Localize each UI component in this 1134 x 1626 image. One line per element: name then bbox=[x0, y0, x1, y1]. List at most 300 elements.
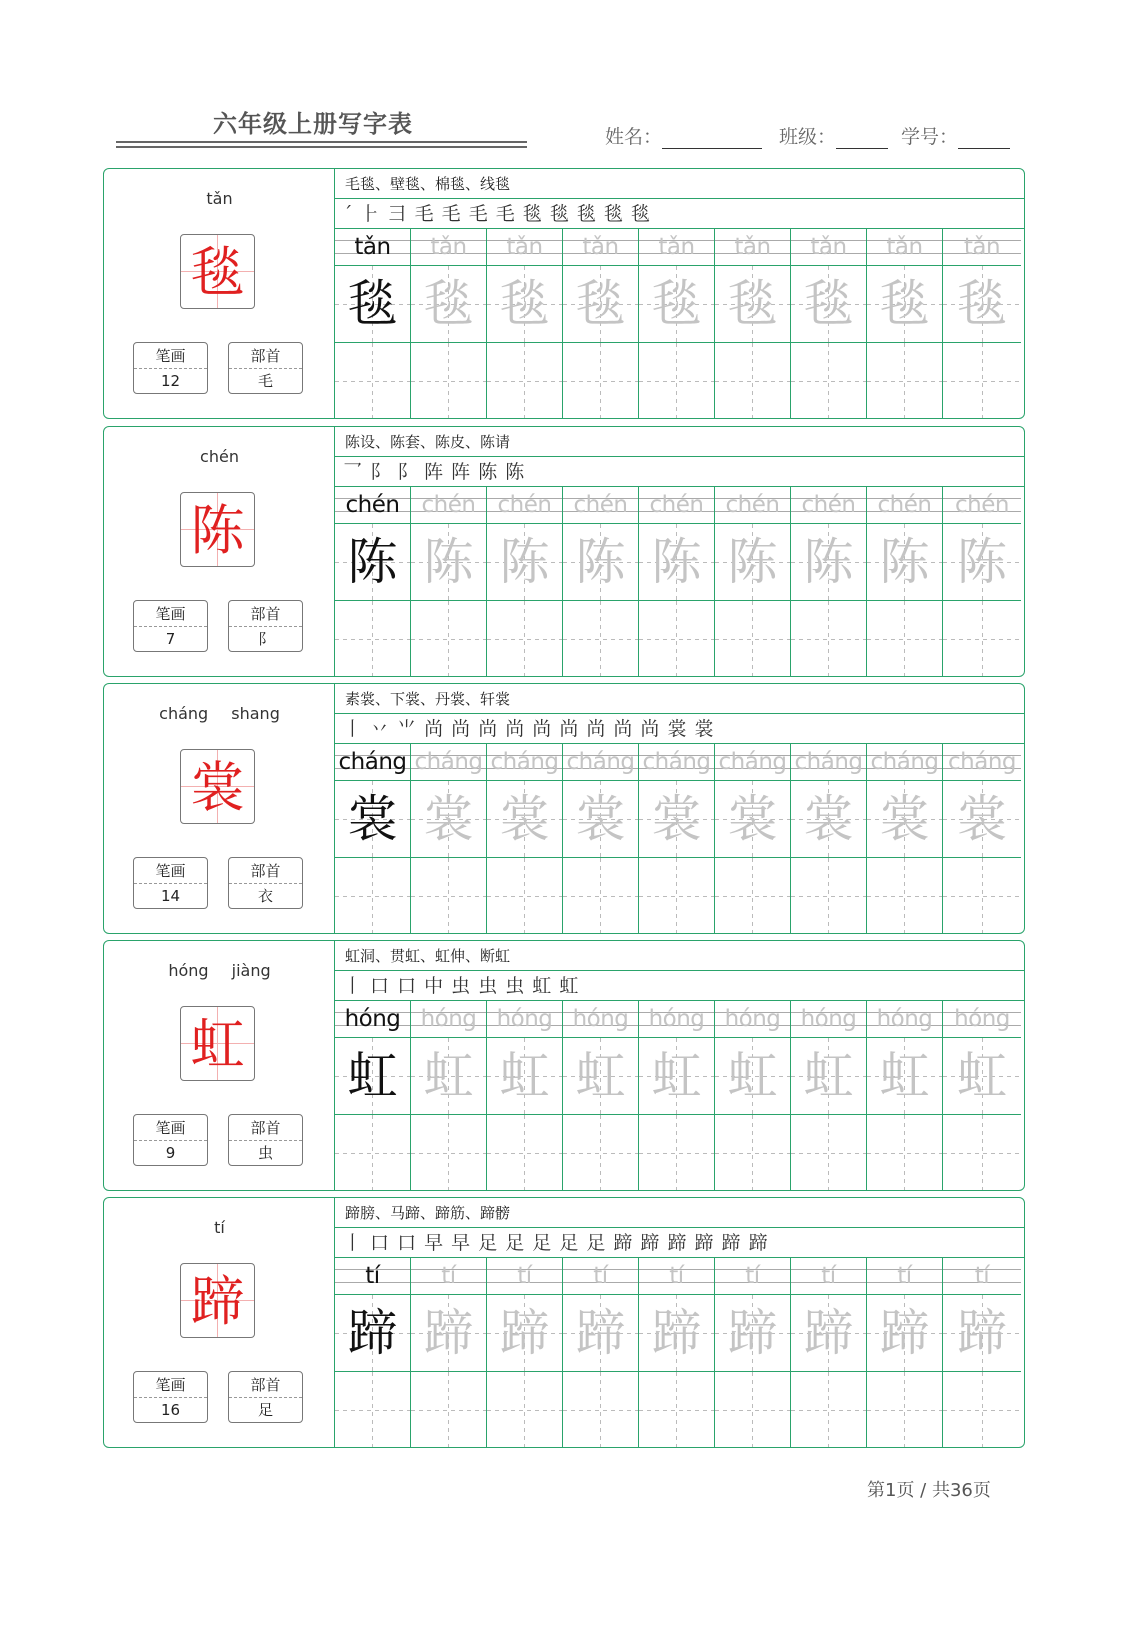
pinyin-cell[interactable] bbox=[639, 487, 715, 524]
pinyin-cell[interactable] bbox=[411, 1258, 487, 1295]
character-text: 蹄 bbox=[499, 1304, 550, 1362]
pinyin-text: tí bbox=[745, 1263, 760, 1289]
blank-practice-cell[interactable] bbox=[715, 601, 791, 677]
blank-practice-cell[interactable] bbox=[791, 601, 867, 677]
blank-practice-cell[interactable] bbox=[791, 858, 867, 934]
big-character-box bbox=[180, 492, 255, 567]
blank-practice-cell[interactable] bbox=[335, 343, 411, 419]
character-cell[interactable] bbox=[487, 1038, 563, 1115]
pinyin-cell[interactable] bbox=[791, 744, 867, 781]
id-blank[interactable] bbox=[958, 130, 1010, 149]
character-cell[interactable] bbox=[335, 524, 411, 601]
blank-practice-cell[interactable] bbox=[335, 601, 411, 677]
radical-value: 足 bbox=[257, 1401, 273, 1419]
pinyin-cell[interactable] bbox=[563, 744, 639, 781]
practice-grid bbox=[335, 1258, 1024, 1447]
pinyin-text: cháng bbox=[490, 749, 559, 775]
character-text: 陈 bbox=[879, 533, 930, 591]
blank-practice-cell[interactable] bbox=[335, 858, 411, 934]
character-text: 裳 bbox=[727, 790, 778, 848]
blank-practice-cell[interactable] bbox=[335, 1372, 411, 1448]
character-card bbox=[103, 426, 1025, 677]
character-cell[interactable] bbox=[867, 781, 943, 858]
character-text: 蹄 bbox=[957, 1304, 1007, 1362]
id-label: 学号： bbox=[901, 126, 959, 148]
pinyin-text: hóng bbox=[876, 1006, 933, 1032]
character-text: 虹 bbox=[347, 1047, 398, 1105]
blank-practice-cell[interactable] bbox=[715, 1115, 791, 1191]
character-cell[interactable] bbox=[715, 1295, 791, 1372]
stroke-count-box bbox=[133, 600, 208, 652]
pinyin-text: tǎn bbox=[582, 234, 619, 260]
pinyin-text: tí bbox=[365, 1263, 380, 1289]
pinyin-text: chén bbox=[649, 492, 704, 518]
pinyin-text: tǎn bbox=[810, 234, 847, 260]
radical-box bbox=[228, 1114, 303, 1166]
pinyin-cell[interactable] bbox=[867, 1001, 943, 1038]
character-text: 陈 bbox=[347, 533, 398, 591]
radical-box bbox=[228, 1371, 303, 1423]
blank-practice-cell[interactable] bbox=[715, 1372, 791, 1448]
card-info-panel bbox=[104, 684, 335, 933]
blank-practice-cell[interactable] bbox=[563, 601, 639, 677]
pinyin-cell[interactable] bbox=[563, 1258, 639, 1295]
pinyin-cell[interactable] bbox=[563, 487, 639, 524]
blank-practice-cell[interactable] bbox=[867, 1372, 943, 1448]
blank-practice-cell[interactable] bbox=[411, 343, 487, 419]
pinyin-cell[interactable] bbox=[867, 744, 943, 781]
pinyin-text: chén bbox=[421, 492, 476, 518]
pinyin-text: hóng bbox=[800, 1006, 857, 1032]
stroke-count-value: 16 bbox=[160, 1401, 181, 1419]
character-text: 陈 bbox=[423, 533, 474, 591]
pinyin-cell[interactable] bbox=[411, 487, 487, 524]
stroke-count-box bbox=[133, 1114, 208, 1166]
character-cell[interactable] bbox=[943, 266, 1021, 343]
character-text: 虹 bbox=[423, 1047, 474, 1105]
word-examples: 陈设、陈套、陈皮、陈请 bbox=[335, 427, 1024, 457]
blank-practice-cell[interactable] bbox=[411, 1115, 487, 1191]
name-field[interactable] bbox=[605, 122, 762, 149]
name-label: 姓名： bbox=[605, 126, 663, 148]
blank-practice-cell[interactable] bbox=[487, 1115, 563, 1191]
character-text: 虹 bbox=[957, 1047, 1007, 1105]
stroke-order: 丨 口 口 中 虫 虫 虫 虹 虹 bbox=[335, 971, 1024, 1001]
stroke-order: ´ ⺊ ⺕ 毛 毛 毛 毛 毯 毯 毯 毯 毯 bbox=[335, 199, 1024, 229]
character-text: 毯 bbox=[957, 275, 1007, 333]
stroke-count-label: 笔画 bbox=[134, 1372, 207, 1398]
character-card bbox=[103, 168, 1025, 419]
pinyin-text: tí bbox=[441, 1263, 456, 1289]
pinyin-text: cháng bbox=[414, 749, 483, 775]
title-rule bbox=[116, 141, 527, 143]
blank-practice-cell[interactable] bbox=[639, 858, 715, 934]
pinyin-text: chén bbox=[955, 492, 1009, 518]
blank-practice-cell[interactable] bbox=[715, 343, 791, 419]
card-info-panel bbox=[104, 169, 335, 418]
stroke-count-box bbox=[133, 1371, 208, 1423]
blank-practice-cell[interactable] bbox=[639, 343, 715, 419]
pinyin-cell[interactable] bbox=[563, 229, 639, 266]
character-text: 陈 bbox=[727, 533, 778, 591]
character-cell[interactable] bbox=[943, 1295, 1021, 1372]
character-cell[interactable] bbox=[867, 1295, 943, 1372]
blank-practice-cell[interactable] bbox=[715, 858, 791, 934]
character-cell[interactable] bbox=[487, 266, 563, 343]
character-cell[interactable] bbox=[487, 524, 563, 601]
character-card bbox=[103, 683, 1025, 934]
card-pinyin: tí bbox=[214, 1218, 225, 1237]
pinyin-cell[interactable] bbox=[715, 229, 791, 266]
character-text: 陈 bbox=[957, 533, 1007, 591]
pinyin-cell[interactable] bbox=[791, 229, 867, 266]
pinyin-cell[interactable] bbox=[335, 1001, 411, 1038]
character-cell[interactable] bbox=[411, 781, 487, 858]
pinyin-text: chén bbox=[801, 492, 856, 518]
blank-practice-cell[interactable] bbox=[943, 343, 1021, 419]
character-cell[interactable] bbox=[639, 524, 715, 601]
pinyin-cell[interactable] bbox=[943, 229, 1021, 266]
character-cell[interactable] bbox=[411, 524, 487, 601]
blank-practice-cell[interactable] bbox=[943, 601, 1021, 677]
pinyin-cell[interactable] bbox=[791, 1001, 867, 1038]
class-field[interactable] bbox=[779, 122, 888, 149]
character-cell[interactable] bbox=[563, 781, 639, 858]
blank-practice-cell[interactable] bbox=[639, 1372, 715, 1448]
pinyin-cell[interactable] bbox=[715, 1258, 791, 1295]
blank-practice-cell[interactable] bbox=[487, 343, 563, 419]
pinyin-cell[interactable] bbox=[335, 229, 411, 266]
stroke-order: 丨 丷 ⺌ 尚 尚 尚 尚 尚 尚 尚 尚 尚 裳 裳 bbox=[335, 714, 1024, 744]
character-text: 裳 bbox=[347, 790, 398, 848]
pinyin-text: tǎn bbox=[658, 234, 695, 260]
stroke-count-value: 14 bbox=[160, 887, 181, 905]
big-character-box bbox=[180, 749, 255, 824]
id-field[interactable] bbox=[901, 122, 1010, 149]
practice-panel bbox=[335, 169, 1024, 418]
character-text: 虹 bbox=[727, 1047, 778, 1105]
big-character: 裳 bbox=[190, 756, 245, 819]
character-text: 陈 bbox=[575, 533, 626, 591]
title-rule bbox=[116, 146, 527, 148]
pinyin-cell[interactable] bbox=[487, 487, 563, 524]
blank-practice-cell[interactable] bbox=[563, 343, 639, 419]
blank-practice-cell[interactable] bbox=[487, 1372, 563, 1448]
pinyin-cell[interactable] bbox=[639, 1001, 715, 1038]
blank-practice-cell[interactable] bbox=[563, 858, 639, 934]
pinyin-text: chén bbox=[725, 492, 780, 518]
blank-practice-cell[interactable] bbox=[487, 601, 563, 677]
class-label: 班级： bbox=[779, 126, 837, 148]
character-cell[interactable] bbox=[715, 266, 791, 343]
card-pinyin: cháng shang bbox=[159, 704, 280, 723]
radical-label: 部首 bbox=[229, 343, 302, 369]
pinyin-text: tǎn bbox=[886, 234, 923, 260]
stroke-count-box bbox=[133, 342, 208, 394]
pinyin-cell[interactable] bbox=[487, 229, 563, 266]
character-text: 虹 bbox=[803, 1047, 854, 1105]
practice-grid bbox=[335, 744, 1024, 933]
pinyin-cell[interactable] bbox=[335, 744, 411, 781]
big-character-box bbox=[180, 234, 255, 309]
character-card bbox=[103, 940, 1025, 1191]
character-cell[interactable] bbox=[487, 781, 563, 858]
radical-box bbox=[228, 342, 303, 394]
stroke-order: ⺂ 阝 阝 阵 阵 陈 陈 bbox=[335, 457, 1024, 487]
blank-practice-cell[interactable] bbox=[791, 343, 867, 419]
character-cell[interactable] bbox=[487, 1295, 563, 1372]
pinyin-text: tǎn bbox=[354, 234, 391, 260]
radical-value: 虫 bbox=[257, 1144, 273, 1162]
character-cell[interactable] bbox=[791, 781, 867, 858]
character-text: 陈 bbox=[803, 533, 854, 591]
stroke-count-value: 9 bbox=[165, 1144, 176, 1162]
character-cell[interactable] bbox=[563, 1038, 639, 1115]
pinyin-text: cháng bbox=[948, 749, 1016, 775]
blank-practice-cell[interactable] bbox=[411, 858, 487, 934]
blank-practice-cell[interactable] bbox=[943, 858, 1021, 934]
pinyin-cell[interactable] bbox=[487, 1258, 563, 1295]
character-text: 蹄 bbox=[651, 1304, 702, 1362]
practice-panel bbox=[335, 427, 1024, 676]
pinyin-cell[interactable] bbox=[639, 229, 715, 266]
blank-practice-cell[interactable] bbox=[639, 601, 715, 677]
blank-practice-cell[interactable] bbox=[867, 601, 943, 677]
blank-practice-cell[interactable] bbox=[867, 1115, 943, 1191]
page-title: 六年级上册写字表 bbox=[213, 110, 413, 138]
pinyin-text: tǎn bbox=[430, 234, 467, 260]
pinyin-text: hóng bbox=[724, 1006, 781, 1032]
pinyin-cell[interactable] bbox=[943, 1258, 1021, 1295]
card-info-panel bbox=[104, 1198, 335, 1447]
pinyin-text: cháng bbox=[338, 749, 407, 775]
practice-panel bbox=[335, 684, 1024, 933]
pinyin-text: chén bbox=[345, 492, 400, 518]
pinyin-text: cháng bbox=[870, 749, 939, 775]
character-cell[interactable] bbox=[715, 1038, 791, 1115]
character-text: 毯 bbox=[575, 275, 626, 333]
pinyin-cell[interactable] bbox=[943, 744, 1021, 781]
pinyin-cell[interactable] bbox=[791, 1258, 867, 1295]
character-text: 裳 bbox=[499, 790, 550, 848]
character-cell[interactable] bbox=[335, 1295, 411, 1372]
practice-grid bbox=[335, 229, 1024, 418]
character-cell[interactable] bbox=[335, 781, 411, 858]
pinyin-cell[interactable] bbox=[867, 487, 943, 524]
character-text: 裳 bbox=[651, 790, 702, 848]
character-cell[interactable] bbox=[867, 266, 943, 343]
pinyin-cell[interactable] bbox=[563, 1001, 639, 1038]
radical-box bbox=[228, 857, 303, 909]
word-examples: 素裳、下裳、丹裳、轩裳 bbox=[335, 684, 1024, 714]
blank-practice-cell[interactable] bbox=[791, 1372, 867, 1448]
character-cell[interactable] bbox=[335, 1038, 411, 1115]
pinyin-cell[interactable] bbox=[639, 1258, 715, 1295]
pinyin-text: tí bbox=[897, 1263, 912, 1289]
pinyin-cell[interactable] bbox=[487, 744, 563, 781]
stroke-count-label: 笔画 bbox=[134, 343, 207, 369]
character-text: 裳 bbox=[423, 790, 474, 848]
pinyin-text: tí bbox=[974, 1263, 990, 1289]
character-text: 毯 bbox=[347, 275, 398, 333]
pinyin-text: hóng bbox=[648, 1006, 705, 1032]
pinyin-text: hóng bbox=[954, 1006, 1010, 1032]
card-pinyin: chén bbox=[200, 447, 239, 466]
big-character: 毯 bbox=[190, 241, 245, 304]
radical-label: 部首 bbox=[229, 601, 302, 627]
character-cell[interactable] bbox=[791, 1295, 867, 1372]
class-blank[interactable] bbox=[836, 130, 888, 149]
practice-panel bbox=[335, 1198, 1024, 1447]
character-cell[interactable] bbox=[943, 524, 1021, 601]
name-blank[interactable] bbox=[662, 130, 762, 149]
stroke-count-box bbox=[133, 857, 208, 909]
pinyin-text: tí bbox=[593, 1263, 608, 1289]
character-cell[interactable] bbox=[411, 1295, 487, 1372]
blank-practice-cell[interactable] bbox=[639, 1115, 715, 1191]
character-text: 虹 bbox=[499, 1047, 550, 1105]
character-cell[interactable] bbox=[715, 781, 791, 858]
blank-practice-cell[interactable] bbox=[867, 343, 943, 419]
radical-label: 部首 bbox=[229, 858, 302, 884]
character-cell[interactable] bbox=[791, 1038, 867, 1115]
blank-practice-cell[interactable] bbox=[335, 1115, 411, 1191]
character-text: 蹄 bbox=[423, 1304, 474, 1362]
stroke-count-label: 笔画 bbox=[134, 1115, 207, 1141]
pinyin-text: tǎn bbox=[506, 234, 543, 260]
blank-practice-cell[interactable] bbox=[943, 1115, 1021, 1191]
character-cell[interactable] bbox=[715, 524, 791, 601]
character-text: 毯 bbox=[727, 275, 778, 333]
pinyin-cell[interactable] bbox=[411, 1001, 487, 1038]
pinyin-cell[interactable] bbox=[715, 744, 791, 781]
word-examples: 蹄膀、马蹄、蹄筋、蹄髈 bbox=[335, 1198, 1024, 1228]
pinyin-text: hóng bbox=[420, 1006, 477, 1032]
character-cell[interactable] bbox=[563, 1295, 639, 1372]
character-text: 裳 bbox=[803, 790, 854, 848]
pinyin-cell[interactable] bbox=[411, 229, 487, 266]
pinyin-cell[interactable] bbox=[791, 487, 867, 524]
practice-grid bbox=[335, 487, 1024, 676]
pinyin-cell[interactable] bbox=[715, 1001, 791, 1038]
pinyin-text: cháng bbox=[642, 749, 711, 775]
character-cell[interactable] bbox=[411, 1038, 487, 1115]
stroke-count-label: 笔画 bbox=[134, 601, 207, 627]
stroke-count-label: 笔画 bbox=[134, 858, 207, 884]
word-examples: 毛毯、壁毯、棉毯、线毯 bbox=[335, 169, 1024, 199]
character-cell[interactable] bbox=[791, 266, 867, 343]
character-text: 毯 bbox=[803, 275, 854, 333]
character-cell[interactable] bbox=[563, 266, 639, 343]
radical-value: 衣 bbox=[257, 887, 273, 905]
pinyin-cell[interactable] bbox=[639, 744, 715, 781]
pinyin-cell[interactable] bbox=[943, 487, 1021, 524]
character-text: 虹 bbox=[575, 1047, 626, 1105]
character-cell[interactable] bbox=[563, 524, 639, 601]
pinyin-text: hóng bbox=[496, 1006, 553, 1032]
character-cell[interactable] bbox=[411, 266, 487, 343]
pinyin-text: tí bbox=[821, 1263, 836, 1289]
character-cell[interactable] bbox=[639, 781, 715, 858]
stroke-count-value: 12 bbox=[160, 372, 181, 390]
radical-label: 部首 bbox=[229, 1372, 302, 1398]
word-examples: 虹洞、贯虹、虹伸、断虹 bbox=[335, 941, 1024, 971]
radical-value: 毛 bbox=[257, 372, 273, 390]
pinyin-cell[interactable] bbox=[867, 1258, 943, 1295]
big-character: 陈 bbox=[190, 499, 245, 562]
practice-panel bbox=[335, 941, 1024, 1190]
character-text: 裳 bbox=[879, 790, 930, 848]
blank-practice-cell[interactable] bbox=[487, 858, 563, 934]
pinyin-cell[interactable] bbox=[867, 229, 943, 266]
stroke-order: 丨 口 口 早 早 足 足 足 足 足 蹄 蹄 蹄 蹄 蹄 蹄 bbox=[335, 1228, 1024, 1258]
pinyin-text: tí bbox=[517, 1263, 532, 1289]
character-cell[interactable] bbox=[639, 1038, 715, 1115]
blank-practice-cell[interactable] bbox=[563, 1115, 639, 1191]
card-pinyin: hóng jiàng bbox=[168, 961, 271, 980]
card-pinyin: tǎn bbox=[206, 189, 233, 208]
pinyin-cell[interactable] bbox=[943, 1001, 1021, 1038]
character-text: 蹄 bbox=[803, 1304, 854, 1362]
character-cell[interactable] bbox=[867, 524, 943, 601]
stroke-count-value: 7 bbox=[165, 630, 176, 648]
blank-practice-cell[interactable] bbox=[867, 858, 943, 934]
pinyin-cell[interactable] bbox=[715, 487, 791, 524]
character-text: 蹄 bbox=[347, 1304, 398, 1362]
blank-practice-cell[interactable] bbox=[791, 1115, 867, 1191]
character-text: 毯 bbox=[879, 275, 930, 333]
character-text: 毯 bbox=[499, 275, 550, 333]
character-cell[interactable] bbox=[639, 1295, 715, 1372]
pinyin-text: hóng bbox=[572, 1006, 629, 1032]
big-character-box bbox=[180, 1006, 255, 1081]
radical-box bbox=[228, 600, 303, 652]
card-info-panel bbox=[104, 941, 335, 1190]
pinyin-text: tí bbox=[669, 1263, 684, 1289]
blank-practice-cell[interactable] bbox=[411, 1372, 487, 1448]
character-cell[interactable] bbox=[943, 781, 1021, 858]
big-character: 虹 bbox=[190, 1013, 245, 1076]
pinyin-cell[interactable] bbox=[411, 744, 487, 781]
blank-practice-cell[interactable] bbox=[943, 1372, 1021, 1448]
character-cell[interactable] bbox=[943, 1038, 1021, 1115]
character-cell[interactable] bbox=[867, 1038, 943, 1115]
pinyin-text: chén bbox=[877, 492, 932, 518]
character-text: 陈 bbox=[499, 533, 550, 591]
character-cell[interactable] bbox=[335, 266, 411, 343]
character-cell[interactable] bbox=[639, 266, 715, 343]
blank-practice-cell[interactable] bbox=[411, 601, 487, 677]
radical-label: 部首 bbox=[229, 1115, 302, 1141]
pinyin-text: cháng bbox=[718, 749, 787, 775]
big-character-box bbox=[180, 1263, 255, 1338]
character-text: 蹄 bbox=[727, 1304, 778, 1362]
pinyin-text: chén bbox=[573, 492, 628, 518]
character-text: 虹 bbox=[651, 1047, 702, 1105]
character-text: 陈 bbox=[651, 533, 702, 591]
pinyin-cell[interactable] bbox=[335, 487, 411, 524]
character-text: 裳 bbox=[575, 790, 626, 848]
character-cell[interactable] bbox=[791, 524, 867, 601]
big-character: 蹄 bbox=[190, 1270, 245, 1333]
blank-practice-cell[interactable] bbox=[563, 1372, 639, 1448]
pinyin-text: chén bbox=[497, 492, 552, 518]
pinyin-text: tǎn bbox=[734, 234, 771, 260]
page-number: 第1页 / 共36页 bbox=[867, 1480, 991, 1501]
pinyin-cell[interactable] bbox=[335, 1258, 411, 1295]
pinyin-cell[interactable] bbox=[487, 1001, 563, 1038]
pinyin-text: cháng bbox=[794, 749, 863, 775]
